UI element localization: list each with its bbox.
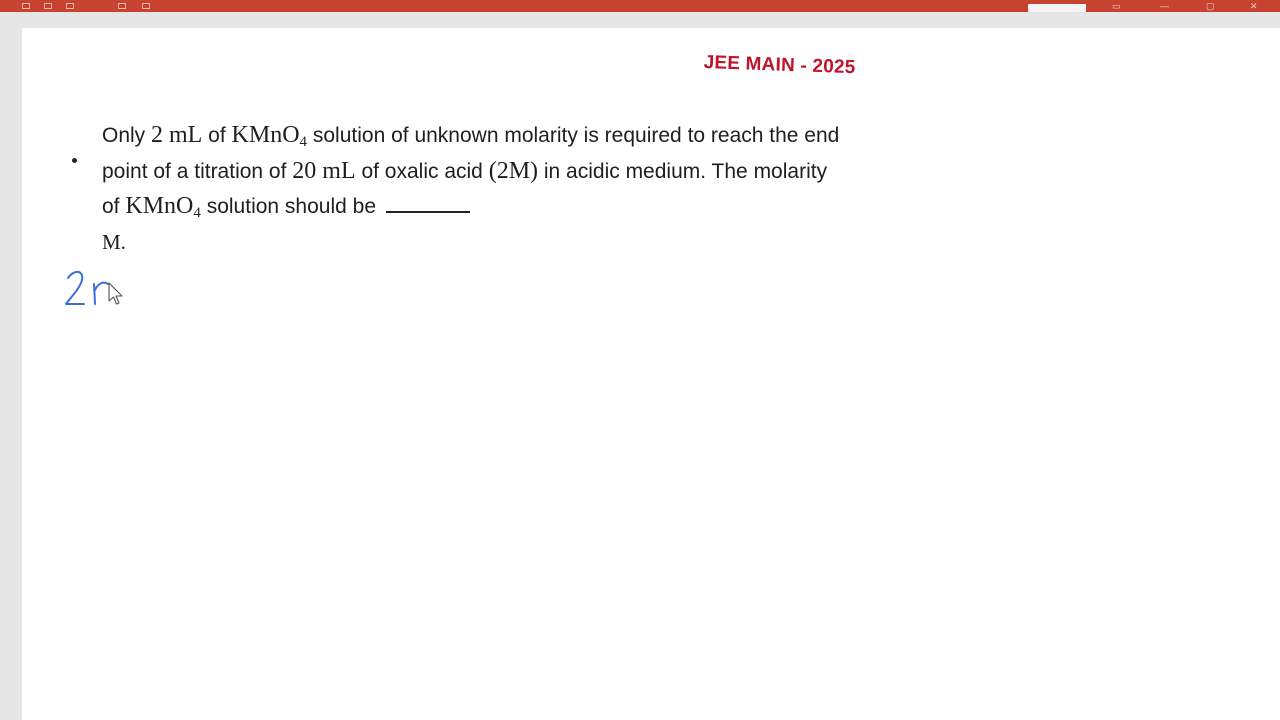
formula-main: KMnO (231, 122, 300, 148)
math-volume-kmno4: 2 mL (151, 122, 203, 148)
search-box[interactable] (1028, 4, 1086, 12)
present-icon[interactable] (118, 3, 126, 9)
handwritten-digit-2 (66, 272, 84, 304)
close-icon[interactable]: ✕ (1250, 1, 1258, 11)
question-text-5: in acidic medium. The molarity of (102, 159, 828, 218)
question-text-3: solution of unknown molarity is required to reach the end point of a titration of (102, 124, 840, 183)
question-text-2: of (202, 124, 232, 147)
math-concentration: (2M) (488, 157, 539, 184)
answer-unit: M. (102, 229, 126, 254)
question-text-6: solution should be (200, 195, 377, 218)
handwritten-letter-r (94, 283, 108, 304)
formula-subscript: 4 (299, 134, 308, 150)
app-titlebar (0, 0, 1280, 12)
minimize-icon[interactable]: — (1160, 1, 1169, 11)
question-text-1: Only (102, 124, 152, 147)
mouse-cursor-icon (108, 282, 126, 308)
handwritten-annotation (22, 28, 422, 348)
customize-icon[interactable] (142, 3, 150, 9)
formula-main-2: KMnO (125, 193, 194, 219)
exam-title: JEE MAIN - 2025 (703, 52, 856, 79)
formula-subscript-2: 4 (193, 205, 201, 221)
ribbon-toggle-icon[interactable]: ▭ (1112, 1, 1121, 11)
math-volume-oxalic: 20 mL (292, 157, 356, 184)
save-icon[interactable] (22, 3, 30, 9)
question-text-4: of oxalic acid (355, 159, 489, 183)
maximize-icon[interactable]: ▢ (1206, 1, 1215, 11)
redo-icon[interactable] (66, 3, 74, 9)
undo-icon[interactable] (44, 3, 52, 9)
slide-canvas[interactable] (22, 28, 1280, 720)
